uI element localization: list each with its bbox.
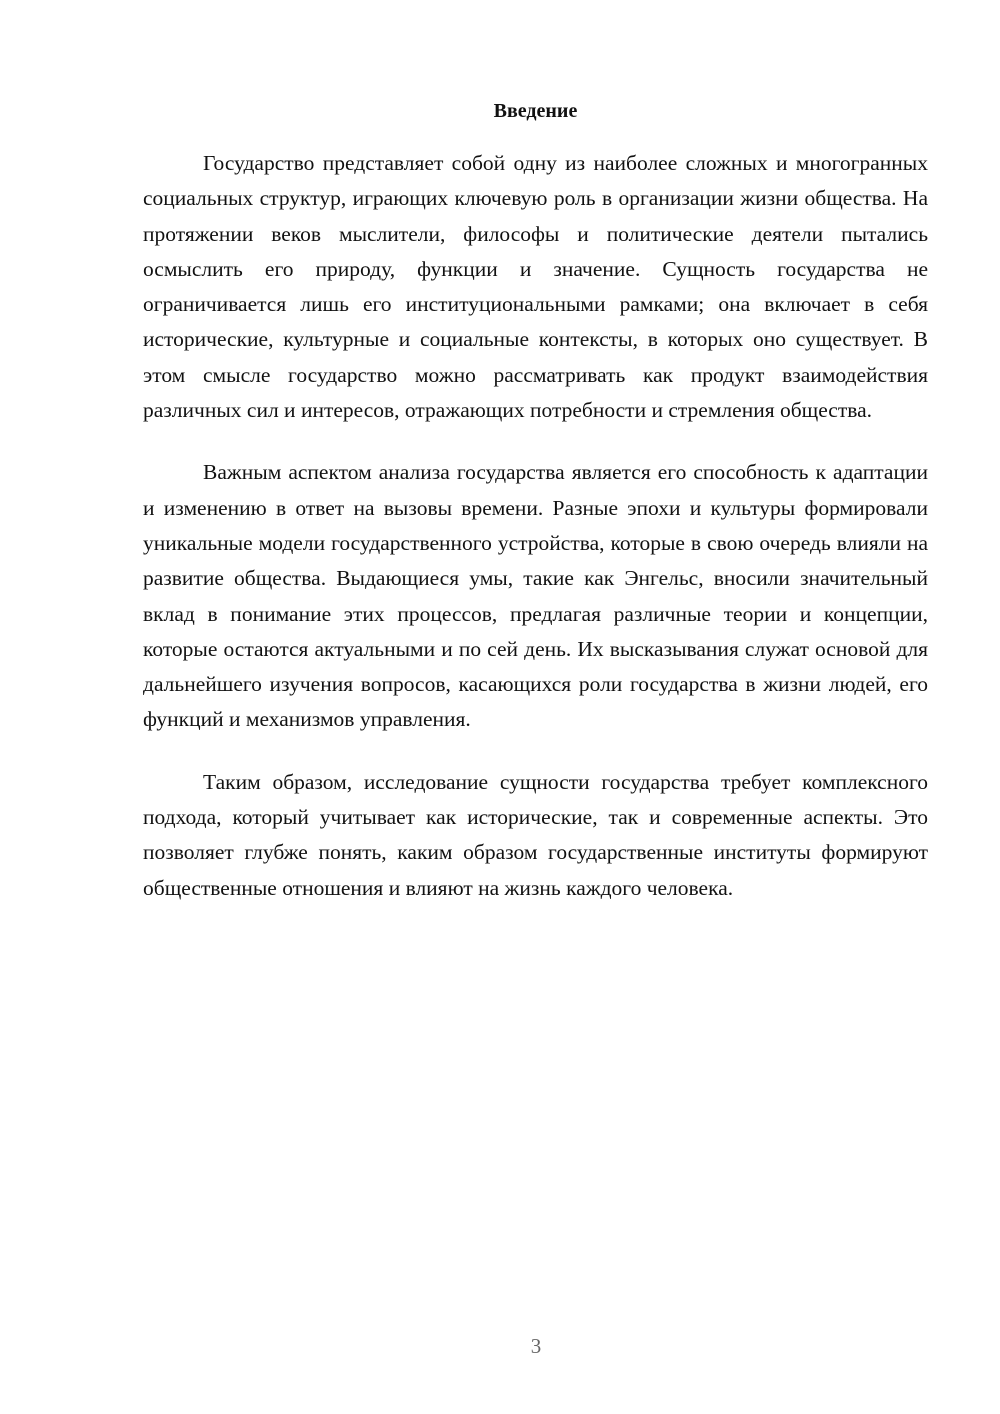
page-content xyxy=(143,98,928,933)
paragraph-2: Важным аспектом анализа государства является его способность к адаптации и изменению в ответ на вызовы времени. Разные эпохи и культуры формировали уникальные модели государственного устройства, которые в свою очередь влияли на развитие общества. Выдающиеся умы, такие как Энгельс, вносили значительный вклад в понимание этих процессов, предлагая различные теории и концепции, которые остаются актуальными и по сей день. Их высказывания служат основой для дальнейшего изучения вопросов, касающихся роли государства в жизни людей, его функций и механизмов управления. xyxy=(143,460,928,732)
page-number: 3 xyxy=(530,1334,542,1358)
section-heading: Введение xyxy=(493,100,578,122)
paragraph-1: Государство представляет собой одну из наиболее сложных и многогранных социальных структур, играющих ключевую роль в организации жизни общества. На протяжении веков мыслители, философы и политические деятели пытались осмыслить его природу, функции и значение. Сущность государства не ограничивается лишь его институциональными рамками; она включает в себя исторические, культурные и социальные контексты, в которых оно существует. В этом смысле государство можно рассматривать как продукт взаимодействия различных сил и интересов, отражающих потребности и стремления общества. xyxy=(143,151,928,423)
paragraph-3: Таким образом, исследование сущности государства требует комплексного подхода, который учитывает как исторические, так и современные аспекты. Это позволяет глубже понять, каким образом государственные институты формируют общественные отношения и влияют на жизнь каждого человека. xyxy=(143,769,928,900)
